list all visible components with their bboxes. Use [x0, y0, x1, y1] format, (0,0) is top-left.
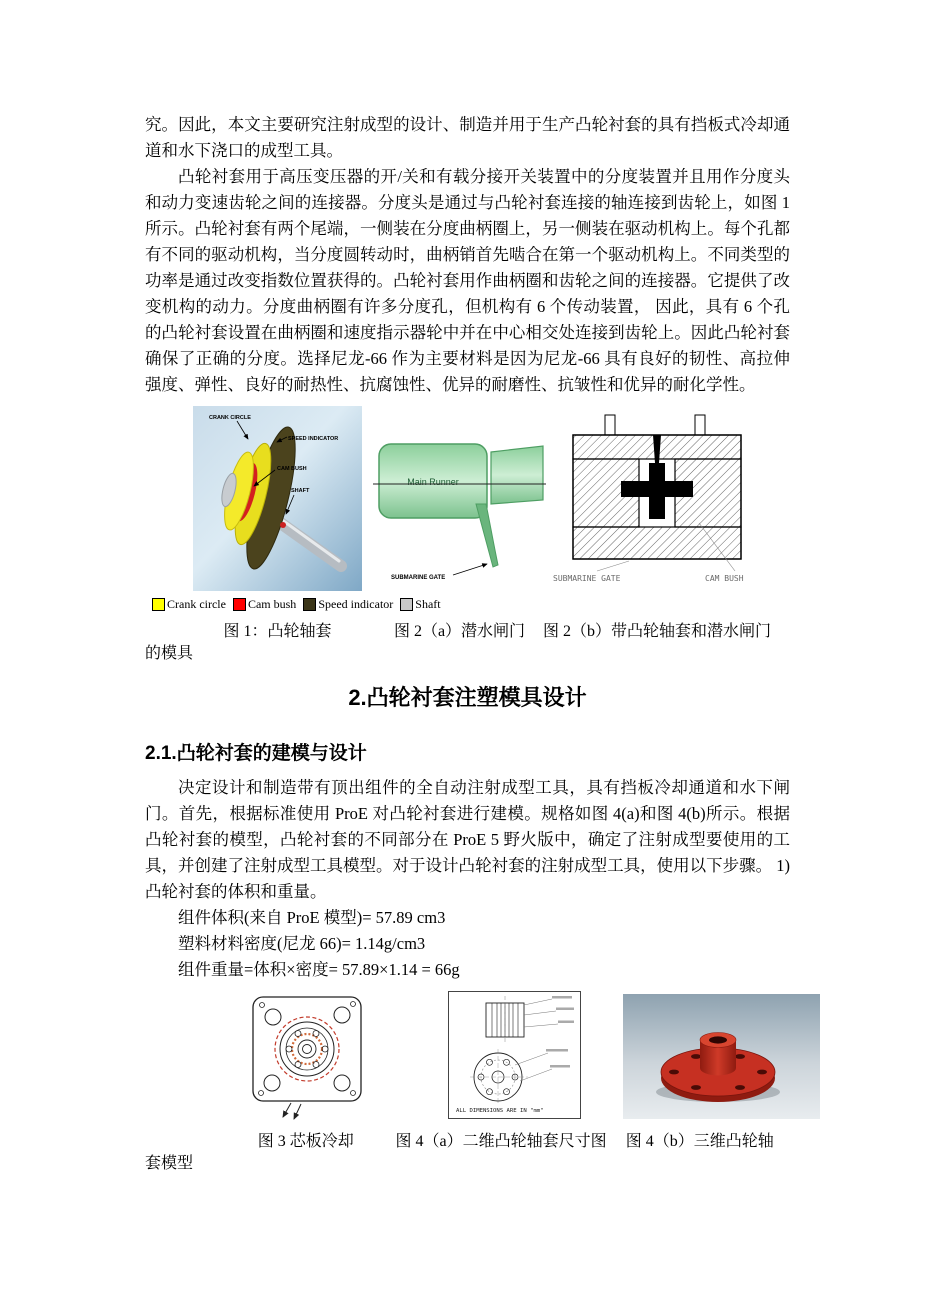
figure-1-cam-bush-assembly [193, 406, 362, 591]
speed-indicator-label: SPEED INDICATOR [288, 436, 339, 442]
legend-item-shaft [400, 597, 440, 612]
legend-label: Shaft [415, 596, 441, 611]
figure-3-core-plate-cooling [233, 991, 392, 1122]
figure-4b-3d-model [623, 994, 820, 1119]
figure-1-image [193, 406, 362, 591]
caption-continuation-1: 的模具 [145, 645, 194, 662]
figure-1-legend [152, 596, 790, 612]
figure-2b-image [549, 411, 765, 586]
formula-volume: 组件体积(来自 ProE 模型)= 57.89 cm3 [178, 908, 446, 927]
core-plate-outline [253, 997, 361, 1101]
figure-3-image [233, 991, 392, 1122]
cam-bush-swatch [233, 598, 246, 611]
legend-item-crank-circle [152, 597, 226, 612]
paragraph-3: 决定设计和制造带有顶出组件的全自动注射成型工具，具有挡板冷却通道和水下闸门。首先，根据标准使用 ProE 对凸轮衬套进行建模。规格如图 4(a)和图 4(b)所示。根据凸轮衬套的模型，凸轮衬套的不同部分在 ProE 5 野火版中，确定了注射成型要使用的工具，并创建了注射成型工具模型。对于设计凸轮衬套的注射成型工具，使用以下步骤。 1)凸轮衬套的体积和重量。 [145, 778, 790, 901]
section-2-1-heading: 2.1.凸轮衬套的建模与设计 [145, 743, 367, 764]
figure-row-2 [233, 991, 790, 1122]
figure-2a-image [373, 408, 546, 585]
secondary-runner [491, 446, 543, 504]
dimensions-note: ALL DIMENSIONS ARE IN "mm" [456, 1108, 544, 1114]
speed-indicator-swatch [303, 598, 316, 611]
caption-row-1 [193, 618, 790, 641]
bolt-hole [735, 1054, 745, 1059]
legend-label: Crank circle [167, 596, 226, 611]
bolt-hole [691, 1085, 701, 1090]
legend-label: Speed indicator [318, 596, 394, 611]
cam-bush-label: CAM BUSH [277, 466, 307, 472]
figure-row-1 [193, 406, 790, 591]
bolt-hole [757, 1070, 767, 1075]
figure-4a-image [448, 991, 581, 1119]
crank-pin [280, 522, 286, 528]
main-runner-label: Main Runner [407, 477, 459, 487]
section-2-heading: 2.凸轮衬套注塑模具设计 [348, 685, 587, 710]
center-bore [709, 1036, 727, 1043]
bolt-hole [691, 1054, 701, 1059]
figure-2a-submarine-gate [373, 408, 546, 585]
figure-4b-image [623, 994, 820, 1119]
figure-1-caption: 图 1：凸轮轴套 [223, 623, 332, 640]
figure-4a-2d-drawing [448, 991, 581, 1119]
caption-continuation-2: 套模型 [145, 1155, 194, 1172]
legend-item-cam-bush [233, 597, 296, 612]
figure-4b-caption: 图 4（b）三维凸轮轴 [625, 1133, 774, 1150]
figure-2a-caption: 图 2（a）潜水闸门 [393, 623, 526, 640]
bottom-plate [573, 527, 741, 559]
figure-3-caption: 图 3 芯板冷却 [257, 1133, 354, 1150]
bolt-hole [669, 1070, 679, 1075]
legend-label: Cam bush [247, 596, 297, 611]
legend-item-speed-indicator [303, 597, 393, 612]
formula-weight: 组件重量=体积×密度= 57.89×1.14 = 66g [178, 960, 460, 979]
figure-4a-caption: 图 4（a）二维凸轮轴套尺寸图 [395, 1133, 607, 1150]
caption-row-2 [233, 1128, 790, 1151]
crank-circle-swatch [152, 598, 165, 611]
cam-bush-cad-label: CAM BUSH [705, 574, 744, 583]
ejector-pin-left [605, 415, 615, 435]
formula-density: 塑料材料密度(尼龙 66)= 1.14g/cm3 [178, 934, 426, 953]
drawing-border [449, 992, 581, 1119]
paragraph-2: 凸轮衬套用于高压变压器的开/关和有载分接开关装置中的分度装置并且用作分度头和动力变速齿轮之间的连接器。分度头是通过与凸轮衬套连接的轴连接到齿轮上，如图 1 所示。凸轮衬套有两个尾端，一侧装在分度曲柄圈上，另一侧装在驱动机构上。每个孔都有不同的驱动机构，当分度圆转动时，曲柄销首先啮合在第一个驱动机构上。不同类型的功率是通过改变指数位置获得的。凸轮衬套用作曲柄圈和齿轮之间的连接器。它提供了改变机构的动力。分度曲柄圈有许多分度孔，但机构有 6 个传动装置， 因此，具有 6 个孔的凸轮衬套设置在曲柄圈和速度指示器轮中并在中心相交处连接到齿轮上。因此凸轮衬套确保了正确的分度。选择尼龙-66 作为主要材料是因为尼龙-66 具有良好的韧性、高拉伸强度、弹性、良好的耐热性、抗腐蚀性、优异的耐磨性、抗皱性和优异的耐化学性。 [145, 167, 790, 394]
submarine-gate-label: SUBMARINE GATE [391, 575, 446, 581]
figure-2b-caption: 图 2（b）带凸轮轴套和潜水闸门 [543, 623, 772, 640]
shaft-label: SHAFT [291, 488, 310, 494]
crank-circle-label: CRANK CIRCLE [209, 415, 251, 421]
ejector-pin-right [695, 415, 705, 435]
submarine-gate-cad-label: SUBMARINE GATE [553, 574, 621, 583]
shaft-swatch [400, 598, 413, 611]
bolt-hole [735, 1085, 745, 1090]
paragraph-1: 究。因此，本文主要研究注射成型的设计、制造并用于生产凸轮衬套的具有挡板式冷却通道和水下浇口的成型工具。 [145, 115, 790, 160]
figure-2b-mold-section [549, 411, 765, 586]
